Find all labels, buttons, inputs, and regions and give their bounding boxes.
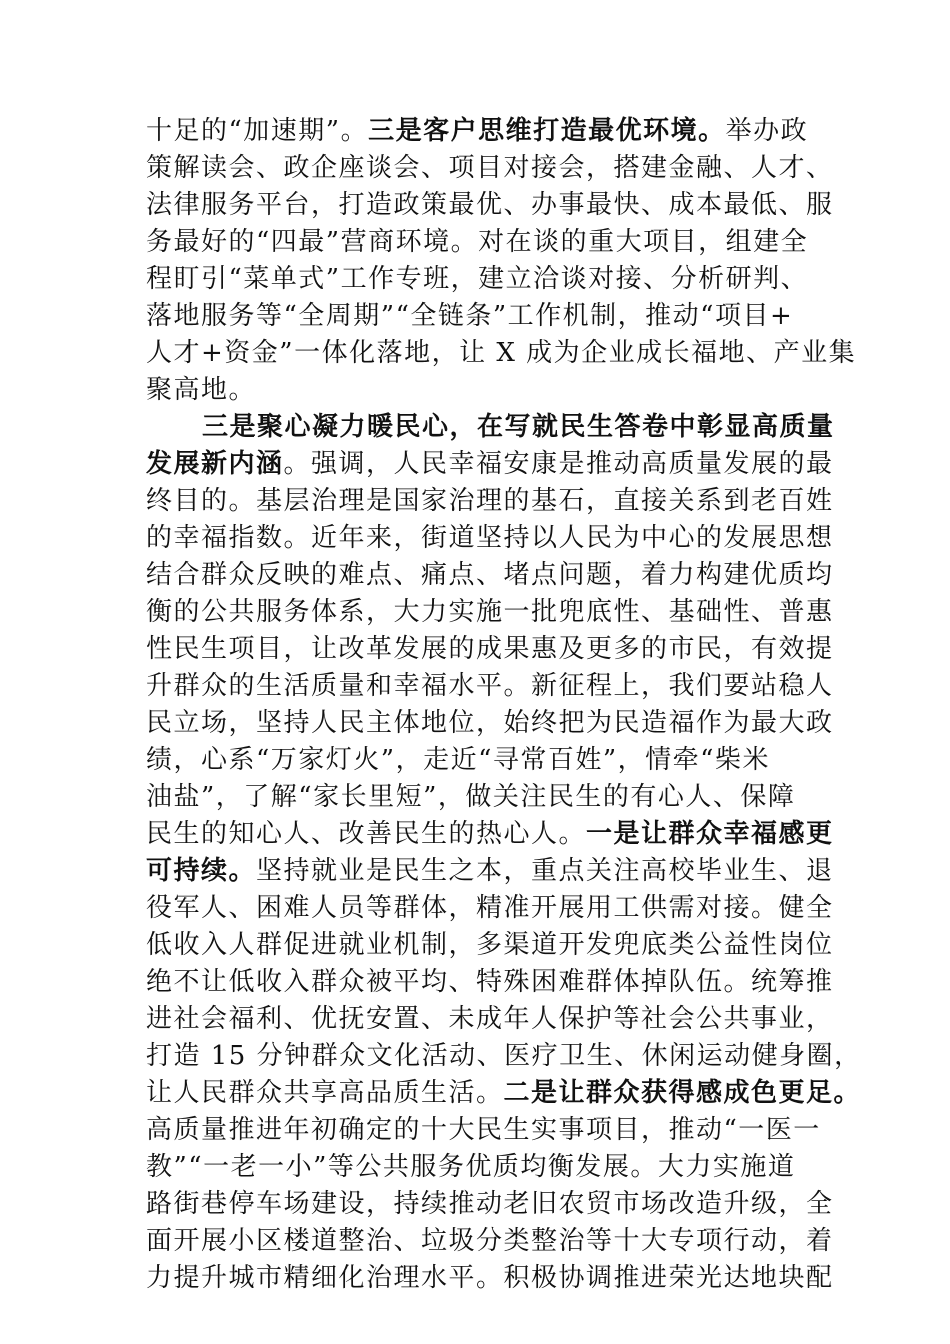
text-line (146, 1260, 834, 1297)
text-segment: 人才+资金”一体化落地，让 X 成为企业成长福地、产业集 (146, 338, 857, 368)
text-segment: 民生的知心人、改善民生的热心人。 (146, 819, 587, 849)
text-line (146, 261, 826, 298)
text-segment: 民立场，坚持人民主体地位，始终把为民造福作为最大政 (146, 708, 834, 738)
text-segment: 低收入人群促进就业机制，多渠道开发兜底类公益性岗位 (146, 930, 834, 960)
bold-text-segment: 三是客户思维打造最优环境。 (368, 116, 726, 146)
text-line (146, 853, 834, 890)
text-line (146, 409, 835, 446)
text-line (146, 557, 834, 594)
text-segment: 举办政 (725, 116, 809, 146)
text-segment: 绝不让低收入群众被平均、特殊困难群体掉队伍。统筹推 (146, 967, 834, 997)
document-body (146, 113, 862, 1297)
text-line (146, 964, 834, 1001)
text-line (146, 779, 826, 816)
text-line (146, 705, 834, 742)
text-segment: 策解读会、政企座谈会、项目对接会，搭建金融、人才、 (146, 153, 834, 183)
text-segment: 坚持就业是民生之本，重点关注高校毕业生、退 (256, 856, 834, 886)
text-segment: 的幸福指数。近年来，街道坚持以人民为中心的发展思想 (146, 523, 834, 553)
text-line (146, 1149, 826, 1186)
text-segment: 升群众的生活质量和幸福水平。新征程上，我们要站稳人 (146, 671, 834, 701)
text-line (146, 446, 834, 483)
text-line (146, 668, 834, 705)
text-segment: 务最好的“四最”营商环境。对在谈的重大项目，组建全 (146, 227, 809, 257)
text-segment: 落地服务等“全周期”“全链条”工作机制，推动“项目+ (146, 301, 794, 331)
text-line (146, 187, 834, 224)
bold-text-segment: 发展新内涵 (146, 449, 284, 479)
bold-text-segment: 二是让群众获得感成色更足。 (503, 1078, 862, 1108)
text-line (146, 890, 834, 927)
text-line (146, 1001, 834, 1038)
text-segment: 十足的“加速期”。 (146, 116, 369, 146)
text-line (146, 150, 834, 187)
text-segment: 役军人、困难人员等群体，精准开展用工供需对接。健全 (146, 893, 834, 923)
text-line (146, 298, 826, 335)
text-segment: 终目的。基层治理是国家治理的基石，直接关系到老百姓 (146, 486, 834, 516)
text-segment: 让人民群众共享高品质生活。 (146, 1078, 504, 1108)
text-segment: 进社会福利、优抚安置、未成年人保护等社会公共事业， (146, 1004, 834, 1034)
text-segment: 结合群众反映的难点、痛点、堵点问题，着力构建优质均 (146, 560, 834, 590)
text-line (146, 816, 834, 853)
text-segment: 性民生项目，让改革发展的成果惠及更多的市民，有效提 (146, 634, 834, 664)
text-segment: 打造 15 分钟群众文化活动、医疗卫生、休闲运动健身圈， (146, 1041, 862, 1071)
text-segment: 高质量推进年初确定的十大民生实事项目，推动“一医一 (146, 1115, 821, 1145)
text-line (146, 1223, 834, 1260)
text-line (146, 372, 826, 409)
bold-text-segment: 可持续。 (146, 856, 257, 886)
text-line (146, 1112, 826, 1149)
bold-text-segment: 三是聚心凝力暖民心，在写就民生答卷中彰显高质量 (202, 412, 835, 442)
text-line (146, 631, 834, 668)
text-line (146, 483, 834, 520)
text-segment: 油盐”，了解“家长里短”，做关注民生的有心人、保障 (146, 782, 796, 812)
text-segment: 教”“一老一小”等公共服务优质均衡发展。大力实施道 (146, 1152, 796, 1182)
text-segment: 面开展小区楼道整治、垃圾分类整治等十大专项行动，着 (146, 1226, 834, 1256)
text-line (146, 520, 834, 557)
text-line (146, 927, 834, 964)
text-segment: 力提升城市精细化治理水平。积极协调推进荣光达地块配 (146, 1263, 834, 1293)
text-line (146, 224, 826, 261)
text-segment: 程盯引“菜单式”工作专班，建立洽谈对接、分析研判、 (146, 264, 809, 294)
text-segment: 绩，心系“万家灯火”，走近“寻常百姓”，情牵“柴米 (146, 745, 770, 775)
text-segment: 聚高地。 (146, 375, 257, 405)
text-line (146, 1075, 862, 1112)
text-segment: 。强调，人民幸福安康是推动高质量发展的最 (283, 449, 834, 479)
text-line (146, 1186, 834, 1223)
bold-text-segment: 一是让群众幸福感更 (586, 819, 834, 849)
text-segment: 衡的公共服务体系，大力实施一批兜底性、基础性、普惠 (146, 597, 834, 627)
text-line (146, 594, 834, 631)
text-segment: 法律服务平台，打造政策最优、办事最快、成本最低、服 (146, 190, 834, 220)
text-line (146, 113, 826, 150)
text-line (146, 1038, 862, 1075)
text-line (146, 742, 826, 779)
text-segment: 路街巷停车场建设，持续推动老旧农贸市场改造升级，全 (146, 1189, 834, 1219)
text-line (146, 335, 857, 372)
